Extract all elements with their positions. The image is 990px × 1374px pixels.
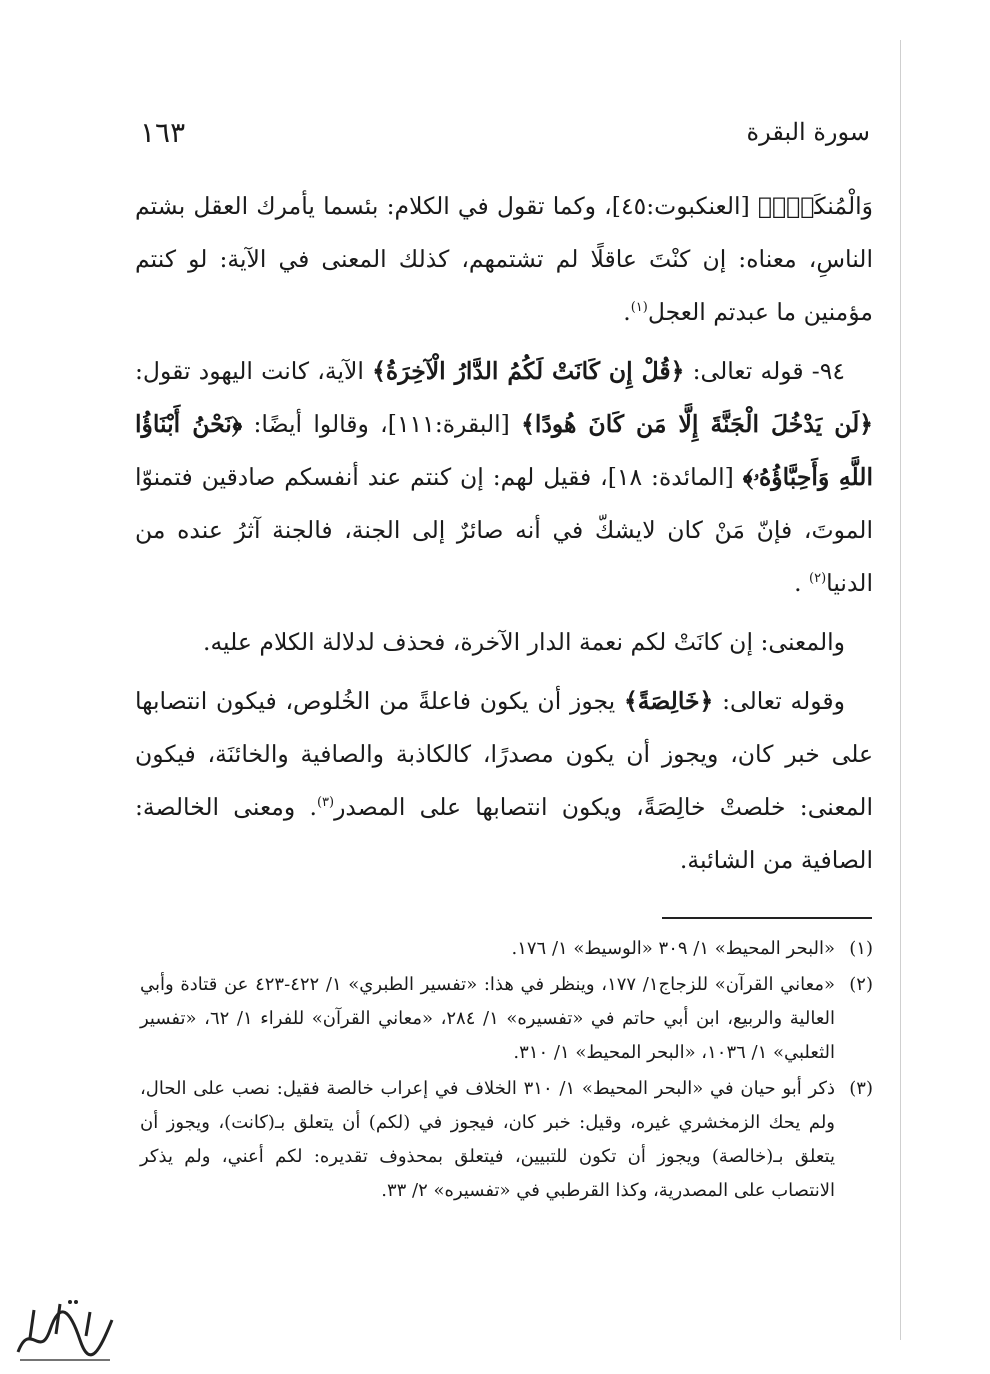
surah-title: سورة البقرة [746, 118, 870, 146]
paragraph-2-b: الآية، كانت اليهود تقول: [135, 357, 373, 385]
paragraph-2-c: [البقرة:١١١]، وقالوا أيضًا: [242, 410, 522, 438]
paragraph-2-a: ٩٤- قوله تعالى: [684, 357, 845, 385]
footnote-text: «البحر المحيط» ١/ ٣٠٩ «الوسيط» ١/ ١٧٦. [511, 938, 835, 959]
paragraph-2-end: . [794, 569, 810, 597]
paragraph-4-a: وقوله تعالى: [713, 687, 846, 715]
page-header [140, 112, 870, 152]
paragraph-4-b: يجوز أن يكون فاعلةً من الخُلوص، فيكون انتصابها على خبر كان، ويجوز أن يكون مصدرًا، كالكاذبة والصافية والخائنَة، فيكون المعنى: خلصتْ خالِصَةً، ويكون انتصابها على المصدر [135, 687, 873, 821]
footnote-ref-3: (٣) [316, 795, 335, 811]
footnote [140, 968, 873, 1070]
footnote-number: (٣) [849, 1078, 873, 1099]
quran-quote-1: ﴿قُلْ إِن كَانَتْ لَكُمُ الدَّارُ الْآخِرَةُ﴾ [372, 357, 685, 385]
paragraph-4 [135, 675, 873, 887]
paragraph-2-d: [المائدة: ١٨]، فقيل لهم: إن كنتم عند أنفسكم صادقين فتمنوّا الموتَ، فإنّ مَنْ كان لايشكّ في أنه صائرٌ إلى الجنة، فالجنة آثرُ عنده من الدنيا [135, 463, 873, 597]
quran-quote-4: ﴿خَالِصَةً﴾ [623, 687, 714, 715]
paragraph-1 [135, 180, 873, 339]
paragraph-1-end: . [623, 298, 631, 326]
footnote-ref-2: (٢) [809, 571, 827, 587]
footnotes [140, 932, 873, 1210]
quran-quote-3: ﴿نَحْنُ أَبْنَاؤُا اللَّهِ وَأَحِبَّاؤُهُۥ﴾ [135, 410, 873, 491]
footnote-text: ذكر أبو حيان في «البحر المحيط» ١/ ٣١٠ الخلاف في إعراب خالصة فقيل: نصب على الحال، ولم يحك الزمخشري غيره، وقيل: خبر كان، فيجوز في (لكم) أن يتعلق بـ(كانت)، ويجوز أن يتعلق بـ(خالصة) ويجوز أن تكون للتبيين، فيتعلق بمحذوف تقديره: لكم أعني، ولم يذكر الانتصاب على المصدرية، وكذا القرطبي في «تفسيره» ٢/ ٣٣. [140, 1078, 836, 1201]
footnote-ref-1: (١) [630, 300, 648, 316]
footnote [140, 932, 873, 966]
quran-quote-2: ﴿لَن يَدْخُلَ الْجَنَّةَ إِلَّا مَن كَانَ هُودًا﴾ [521, 410, 874, 438]
footnote [140, 1072, 873, 1208]
footnote-separator [662, 917, 872, 919]
footnote-number: (١) [849, 938, 873, 959]
footnote-number: (٢) [849, 974, 873, 995]
publisher-logo-icon [10, 1290, 120, 1370]
main-text [135, 180, 873, 893]
paragraph-4-c: . ومعنى الخالصة: الصافية من الشائبة. [135, 793, 873, 874]
margin-rule [900, 40, 901, 1340]
page-number: ١٦٣ [140, 115, 186, 149]
paragraph-1-text: وَالْمُنكَرِۗ﴾ [العنكبوت:٤٥]، وكما تقول في الكلام: بئسما يأمرك العقل بشتم الناسِ، معناه: إن كنْتَ عاقلًا لم تشتمهم، كذلك المعنى في الآية: لو كنتم مؤمنين ما عبدتم العجل [135, 192, 874, 326]
paragraph-3: والمعنى: إن كانَتْ لكم نعمة الدار الآخرة، فحذف لدلالة الكلام عليه. [202, 628, 845, 656]
footnote-text: «معاني القرآن» للزجاج١/ ١٧٧، وينظر في هذا: «تفسير الطبري» ١/ ٤٢٢-٤٢٣ عن قتادة وأبي العالية والربيع، ابن أبي حاتم في «تفسيره» ١/ ٢٨٤، «معاني القرآن» للفراء ١/ ٦٢، «تفسير الثعلبي» ١/ ١٠٣٦، «البحر المحيط» ١/ ٣١٠. [140, 974, 836, 1063]
paragraph-2 [135, 345, 873, 610]
